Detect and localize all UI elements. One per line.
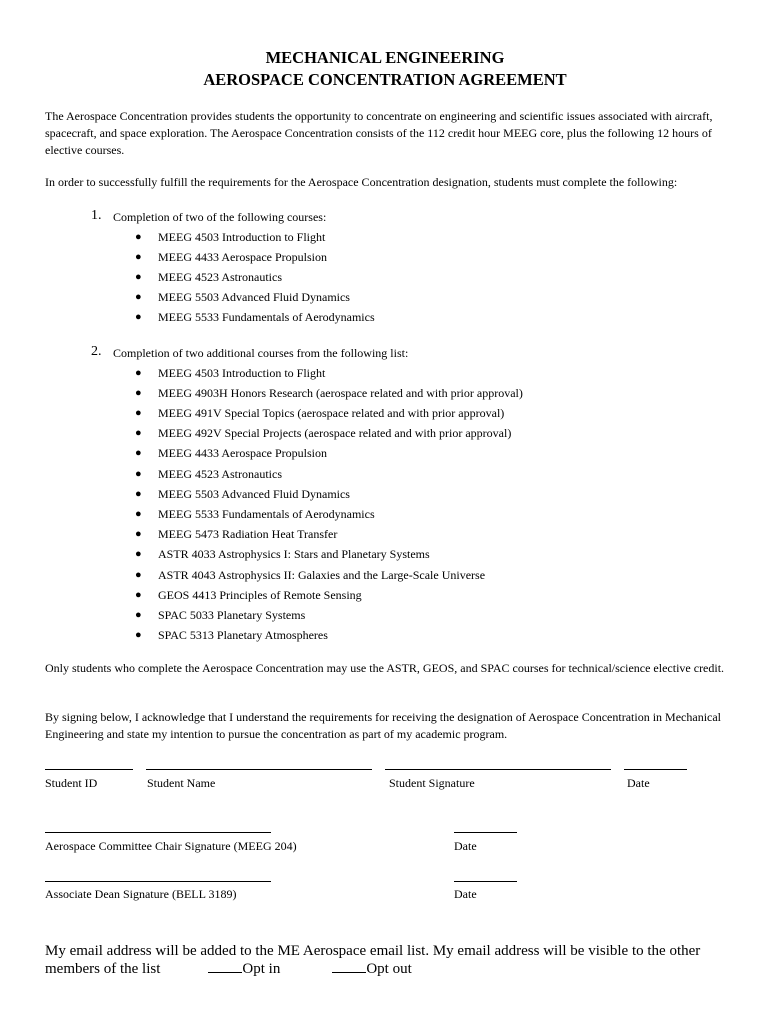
bullet-icon: ● [135, 468, 142, 480]
student-name-line[interactable] [146, 769, 372, 770]
list-item: ● SPAC 5033 Planetary Systems [135, 608, 306, 622]
bullet-icon: ● [135, 528, 142, 540]
bullet-icon: ● [135, 609, 142, 621]
student-id-line[interactable] [45, 769, 133, 770]
section1-heading: Completion of two of the following courses: [113, 210, 327, 224]
bullet-icon: ● [135, 548, 142, 560]
email-notice-line2 [45, 960, 745, 979]
acknowledgement-paragraph: By signing below, I acknowledge that I understand the requirements for receiving the designation of Aerospace Concentration in Mechanical Engineering and state my intention to pursue the concentration as part of my academic program. [45, 710, 722, 741]
opt-in-blank[interactable] [208, 960, 242, 973]
list-item: ● MEEG 5533 Fundamentals of Aerodynamics [135, 507, 375, 521]
intro-paragraph: The Aerospace Concentration provides students the opportunity to concentrate on engineering and scientific issues associated with aircraft, spacecraft, and space exploration. The Aerospace Concentration consists of the 112 credit hour MEEG core, plus the following 12 hours of elective courses. [45, 109, 713, 157]
opt-in-label: Opt in [242, 961, 281, 977]
dean-date-line[interactable] [454, 881, 517, 882]
list-item: ● MEEG 4523 Astronautics [135, 270, 282, 284]
section2-heading: Completion of two additional courses from the following list: [113, 346, 409, 360]
section2-number: 2. [91, 344, 102, 359]
student-signature-line[interactable] [385, 769, 611, 770]
chair-signature-line[interactable] [45, 832, 271, 833]
list-item: ● MEEG 4433 Aerospace Propulsion [135, 250, 327, 264]
bullet-icon: ● [135, 629, 142, 641]
bullet-icon: ● [135, 367, 142, 379]
technical-elective-note: Only students who complete the Aerospace Concentration may use the ASTR, GEOS, and SPAC courses for technical/science elective credit. [45, 661, 725, 675]
bullet-icon: ● [135, 508, 142, 520]
opt-out-label: Opt out [366, 961, 412, 977]
list-item: ● MEEG 4503 Introduction to Flight [135, 366, 326, 380]
document-title-line2: AEROSPACE CONCENTRATION AGREEMENT [203, 70, 567, 89]
dean-date-label: Date [454, 887, 477, 901]
bullet-icon: ● [135, 447, 142, 459]
chair-signature-label: Aerospace Committee Chair Signature (MEEG 204) [45, 839, 297, 853]
bullet-icon: ● [135, 311, 142, 323]
chair-date-label: Date [454, 839, 477, 853]
list-item: ● SPAC 5313 Planetary Atmospheres [135, 628, 328, 642]
bullet-icon: ● [135, 488, 142, 500]
dean-signature-line[interactable] [45, 881, 271, 882]
list-item: ● MEEG 5503 Advanced Fluid Dynamics [135, 487, 350, 501]
student-id-label: Student ID [45, 776, 98, 790]
bullet-icon: ● [135, 407, 142, 419]
bullet-icon: ● [135, 387, 142, 399]
section1-number: 1. [91, 208, 102, 223]
list-item: ● GEOS 4413 Principles of Remote Sensing [135, 588, 362, 602]
dean-signature-label: Associate Dean Signature (BELL 3189) [45, 887, 237, 901]
email-notice-line1: My email address will be added to the ME Aerospace email list. My email address will be visible to the other [45, 943, 701, 959]
email-notice-prefix: members of the list [45, 961, 161, 977]
chair-date-line[interactable] [454, 832, 517, 833]
list-item: ● MEEG 5533 Fundamentals of Aerodynamics [135, 310, 375, 324]
list-item: ● ASTR 4043 Astrophysics II: Galaxies and the Large-Scale Universe [135, 568, 486, 582]
student-date-label: Date [627, 776, 650, 790]
bullet-icon: ● [135, 291, 142, 303]
student-name-label: Student Name [147, 776, 216, 790]
list-item: ● MEEG 4503 Introduction to Flight [135, 230, 326, 244]
bullet-icon: ● [135, 271, 142, 283]
bullet-icon: ● [135, 569, 142, 581]
requirement-intro-paragraph: In order to successfully fulfill the requirements for the Aerospace Concentration designation, students must complete the following: [45, 175, 678, 189]
list-item: ● MEEG 492V Special Projects (aerospace related and with prior approval) [135, 426, 512, 440]
list-item: ● ASTR 4033 Astrophysics I: Stars and Planetary Systems [135, 547, 430, 561]
bullet-icon: ● [135, 427, 142, 439]
bullet-icon: ● [135, 589, 142, 601]
document-title-line1: MECHANICAL ENGINEERING [265, 48, 505, 67]
list-item: ● MEEG 5473 Radiation Heat Transfer [135, 527, 338, 541]
list-item: ● MEEG 491V Special Topics (aerospace related and with prior approval) [135, 406, 505, 420]
student-date-line[interactable] [624, 769, 687, 770]
list-item: ● MEEG 4523 Astronautics [135, 467, 282, 481]
list-item: ● MEEG 4903H Honors Research (aerospace related and with prior approval) [135, 386, 523, 400]
student-signature-label: Student Signature [389, 776, 475, 790]
bullet-icon: ● [135, 251, 142, 263]
bullet-icon: ● [135, 231, 142, 243]
list-item: ● MEEG 5503 Advanced Fluid Dynamics [135, 290, 350, 304]
list-item: ● MEEG 4433 Aerospace Propulsion [135, 446, 327, 460]
opt-out-blank[interactable] [332, 960, 366, 973]
